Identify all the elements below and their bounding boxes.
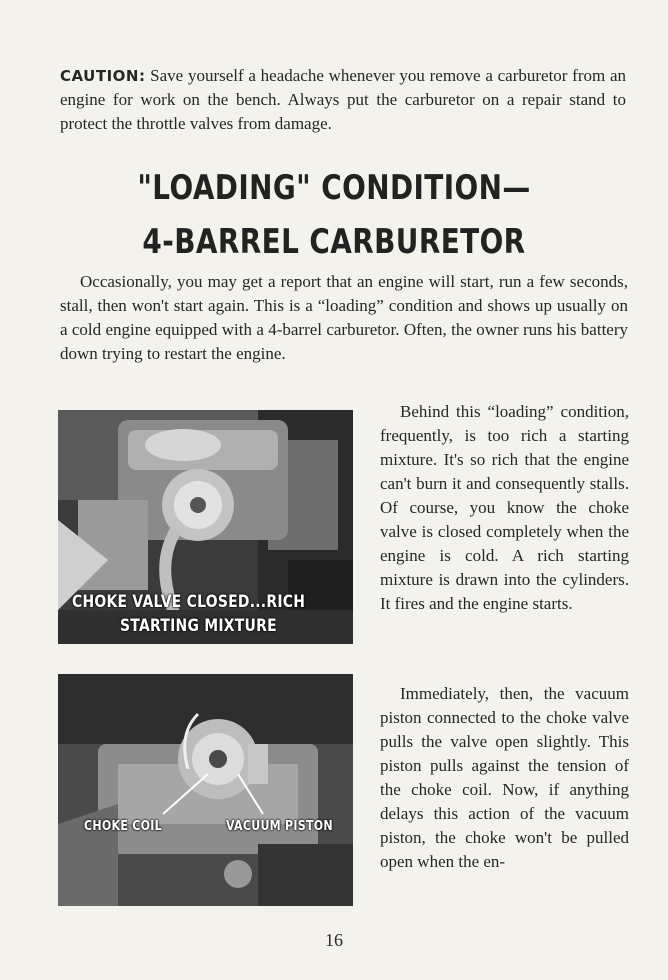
caution-text: Save yourself a headache whenever you remove a carburetor from an engine for work on the bench. Always put the carburetor on a repair stand to protect the throttle valves from damage. [60, 66, 626, 133]
choke-valve-photo [58, 410, 353, 644]
intro-text: Occasionally, you may get a report that an engine will start, run a few seconds, stall, then won't start again. This is a “loading” condition and shows up usually on a cold engine equipped with a 4-barrel carburetor. Often, the owner runs his battery down trying to restart the engine. [60, 272, 628, 363]
carburetor-side-image [58, 674, 353, 906]
caution-label: CAUTION: [60, 67, 146, 85]
choke-coil-label: CHOKE COIL [84, 819, 162, 834]
side-paragraph-1 [380, 400, 629, 616]
choke-coil-photo [58, 674, 353, 906]
page-number: 16 [325, 930, 343, 950]
intro-paragraph [60, 270, 628, 366]
side-text-2: Immediately, then, the vacuum piston connected to the choke valve pulls the valve open slightly. This piston pulls against the tension of the choke coil. Now, if anything delays this action of the vacuum piston, the choke won't be pulled open when the en- [380, 684, 629, 871]
side-paragraph-2 [380, 682, 629, 874]
section-title-line1: "LOADING" CONDITION— [137, 168, 531, 208]
side-text-1: Behind this “loading” condition, frequently, is too rich a starting mixture. It's so rich that the engine can't burn it and consequently stalls. Of course, you know the choke valve is closed completely when the engine is cold. A rich starting mixture is drawn into the cylinders. It fires and the engine starts. [380, 402, 629, 613]
section-title-line2: 4-BARREL CARBURETOR [142, 222, 526, 262]
vacuum-piston-label: VACUUM PISTON [226, 819, 333, 834]
photo1-caption-line1: CHOKE VALVE CLOSED...RICH [72, 592, 306, 612]
caution-paragraph [60, 64, 626, 136]
photo1-caption-line2: STARTING MIXTURE [120, 616, 277, 636]
